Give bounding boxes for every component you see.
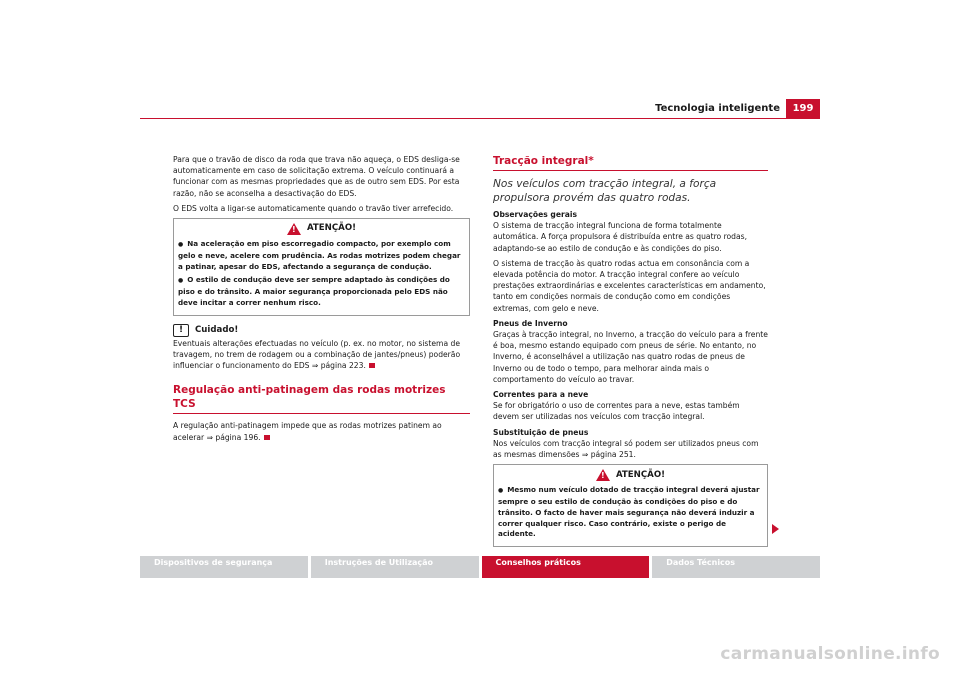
warning-list	[178, 239, 465, 309]
warning-box-awd	[493, 464, 768, 547]
general-notes-heading: Observações gerais	[493, 210, 577, 219]
footer-tab-operating-instructions[interactable]: Instruções de Utilização	[311, 556, 479, 578]
footer-tab-technical-data[interactable]: Dados Técnicos	[652, 556, 820, 578]
warning-header	[498, 469, 763, 481]
warning-triangle-icon	[287, 223, 301, 235]
warning-item: ● O estilo de condução deve ser sempre adaptado às condições do piso e do trânsito. A maior segurança proporcionada pelo EDS não deve incitar a correr nenhum risco.	[178, 275, 465, 308]
snow-chains-text: Se for obrigatório o uso de correntes para a neve, estas também devem ser utilizadas nos veículos com tracção integral.	[493, 401, 740, 422]
awd-section-title: Tracção integral*	[493, 154, 768, 171]
page-number: 199	[786, 99, 820, 118]
caution-title: Cuidado!	[195, 324, 239, 335]
eds-paragraph-1: Para que o travão de disco da roda que trava não aqueça, o EDS desliga-se automaticamente em caso de solicitação extrema. O veículo continuará a funcionar com as mesmas propriedades que as de outro sem EDS. Por esta razão, não se aconselha a desactivação do EDS.	[173, 155, 460, 198]
eds-paragraph-2: O EDS volta a ligar-se automaticamente quando o travão tiver arrefecido.	[173, 203, 454, 213]
tcs-text: A regulação anti-patinagem impede que as rodas motrizes patinem ao acelerar ⇒ página 196.	[173, 421, 442, 442]
tyre-replacement-text: Nos veículos com tracção integral só podem ser utilizados pneus com as mesmas dimensões ⇒ página 251.	[493, 438, 759, 460]
warning-list	[498, 485, 763, 540]
caution-text-block	[173, 338, 470, 372]
footer-tab-practical-tips[interactable]: Conselhos práticos	[482, 556, 650, 578]
footer-tab-safety[interactable]: Dispositivos de segurança	[140, 556, 308, 578]
right-column	[493, 154, 768, 555]
caution-icon: !	[173, 324, 189, 337]
footer-tabs	[140, 556, 820, 578]
caution-header	[173, 324, 470, 337]
watermark: carmanualsonline.info	[720, 644, 940, 664]
warning-item: ● Mesmo num veículo dotado de tracção integral deverá ajustar sempre o seu estilo de condução às condições do piso e do trânsito. O facto de haver mais segurança não deverá induzir a correr qualquer risco. Caso contrário, existe o perigo de acidente.	[498, 485, 763, 540]
warning-title: ATENÇÃO!	[615, 469, 666, 480]
caution-text: Eventuais alterações efectuadas no veículo (p. ex. no motor, no sistema de travagem, no trem de rodagem ou a combinação de jantes/pneus) poderão influenciar o funcionamento do EDS ⇒ página 223.	[173, 338, 461, 371]
next-page-arrow-icon[interactable]	[772, 524, 779, 534]
header-rule	[140, 118, 820, 119]
end-of-section-marker	[369, 363, 375, 368]
page-header-title: Tecnologia inteligente	[655, 103, 780, 114]
winter-tyres-text: Graças à tracção integral, no Inverno, a tracção do veículo para a frente é boa, mesmo estando equipado com pneus de série. No entanto, no Inverno, é aconselhável a utilização nas quatro rodas de pneus de Inverno ou de todo o tempo, para melhorar ainda mais o comportamento do veículo ao travar.	[493, 330, 768, 384]
left-column	[173, 154, 470, 447]
warning-item: ● Na aceleração em piso escorregadio compacto, por exemplo com gelo e neve, acelere com prudência. As rodas motrizes podem chegar a patinar, apesar do EDS, afectando a segurança de condução.	[178, 239, 465, 272]
warning-triangle-icon	[596, 469, 610, 481]
warning-title: ATENÇÃO!	[306, 223, 357, 234]
general-notes-paragraph-1: O sistema de tracção integral funciona de forma totalmente automática. A força propulsora é distribuída entre as quatro rodas, adaptando-se ao estilo de condução e às condições do piso.	[493, 221, 748, 253]
general-notes-paragraph-2: O sistema de tracção às quatro rodas actua em consonância com a elevada potência do motor. A tracção integral confere ao veículo prestações extraordinárias e excelentes características em andamento, tanto em condições normais de condução como em condições extremas, com gelo e neve.	[493, 258, 766, 313]
end-of-section-marker	[264, 435, 270, 440]
awd-lead: Nos veículos com tracção integral, a força propulsora provém das quatro rodas.	[493, 178, 717, 204]
winter-tyres-heading: Pneus de Inverno	[493, 318, 568, 328]
tcs-text-block	[173, 420, 470, 442]
tcs-section-title: Regulação anti-patinagem das rodas motrizes TCS	[173, 383, 470, 414]
tyre-replacement-heading: Substituição de pneus	[493, 427, 589, 437]
warning-header	[178, 223, 465, 235]
snow-chains-heading: Correntes para a neve	[493, 390, 589, 400]
warning-box-eds	[173, 218, 470, 316]
